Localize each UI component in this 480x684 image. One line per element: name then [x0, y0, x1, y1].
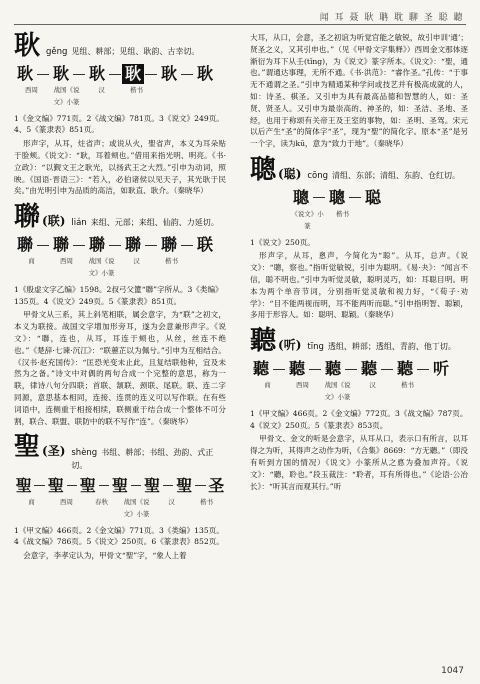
- glyph-6: 听: [432, 359, 449, 379]
- entry-head: [14, 433, 226, 472]
- glyph-2: 聖: [47, 476, 64, 496]
- pronunciation: [307, 170, 460, 183]
- glyph-3: 耿: [88, 64, 105, 84]
- simplified-form: (联): [42, 214, 66, 229]
- phonology: 见组、耕部；见组、耿韵、古幸切。: [71, 47, 200, 56]
- phonology: 来组、元部；来组、仙韵、力延切。: [90, 218, 219, 228]
- running-header: 闻 耳 聂 耿 聃 耽 聊 圣 聪 聽: [319, 13, 464, 23]
- glyph-labels: 商 西周 春秋 战国《说文》小篆 汉 楷书: [28, 497, 213, 518]
- pronunciation: [46, 46, 199, 59]
- head-character: 耿: [14, 31, 41, 61]
- references: 1《金文编》771页。2《战文编》781页。3《说文》249页。4、5《篆隶表》851页。: [14, 113, 224, 135]
- glyph-3: 聪: [364, 188, 381, 208]
- head-character: 聯: [14, 202, 41, 233]
- glyph-6: 聖: [176, 476, 193, 496]
- pronunciation: [71, 217, 218, 230]
- glyph-2: 聰: [328, 188, 345, 208]
- head-character: 聽: [250, 326, 277, 357]
- glyph-evolution: [14, 235, 226, 255]
- glyph-2: 耿: [52, 64, 69, 84]
- pronunciation: [71, 447, 226, 472]
- glyph-6: 耿: [196, 64, 213, 84]
- pinyin: gěng: [46, 47, 68, 57]
- glyph-evolution: [14, 64, 226, 84]
- simplified-form: (聪): [278, 166, 302, 181]
- glyph-3: 聽: [324, 359, 341, 379]
- entry-cong: [250, 156, 468, 321]
- glyph-1: 聽: [252, 359, 269, 379]
- glyph-1: 聯: [16, 235, 33, 255]
- glyph-evolution: [250, 359, 468, 379]
- simplified-form: (听): [278, 338, 302, 353]
- entry-ting: [250, 327, 468, 492]
- glyph-7: 圣: [208, 476, 225, 496]
- glyph-labels: 商 西周 战国《说文》小篆 汉 楷书: [28, 257, 178, 277]
- glyph-4: 聖: [112, 476, 129, 496]
- entry-geng: [14, 32, 226, 197]
- glyph-4: 聽: [360, 359, 377, 379]
- body-paragraph: 形声字，从耳，悤声，今简化为“聪”。从耳，总声。《说文》：“聰，察也。”指听觉敏锐，引申为聪明。《易·夬》：“闻言不信，聪不明也。”引申为听觉灵敏，聪明灵巧，如：耳聪目明。明本为两个单音节词，分别指听觉灵敏和视力好，“《荀子·劝学》：“目不能两视而明，耳不能两听而聪。”引申指明智、聪颖，多用于形容人。如：聪明、聪颖。（秦晓华）: [250, 251, 468, 320]
- glyph-labels: 西周 战国《说文》小篆 汉 楷书: [25, 86, 143, 106]
- glyph-3: 聯: [88, 235, 105, 255]
- glyph-labels: 商 西周 战国《说文》小篆 汉 楷书: [264, 381, 414, 401]
- body-paragraph: 形声字，从耳，炷省声；或说从火，聖省声，本义为耳朵贴于脸颊。《说文》：“耿，耳着颊也。”借用来指光明、明亮。《书·立政》：“以觐文王之耿光，以扬武王之大烈。”引申为动词，照映。《国语·晋语三》：“若入，必伯诸侯以见天子，其光耿于民矣。”由光明引申为品质的高洁，如耿直、耿介。（秦晓华）: [14, 139, 226, 196]
- phonology: 清组、东部；清组、东韵、仓红切。: [332, 170, 461, 180]
- entry-lian: [14, 203, 226, 427]
- glyph-1: 聖: [15, 476, 32, 496]
- references: 1《甲文编》466页。2《金文编》772页。3《战文编》787页。4《说文》250页。5《篆隶表》853页。: [250, 408, 468, 430]
- continued-paragraph: 大耳，从口，会意，圣之初谊为听觉官能之敏锐，故引申训‘通’；贤圣之义，又其引申也。”（见《甲骨文字集释》）西周金文那体逐渐衍为耳下从壬(tǐng)，为《说文》篆字所本。《说文》：“聖，通也。”谓通达事理，无所不通。《书·洪范》：“睿作圣。”孔传：“于事无不通谓之圣。”引申为精通某种学问或技艺并有极高成就的人，如：诗圣、棋圣。又引申为具有最高品德和智慧的人，如：圣贤、贤圣人。又引申为最崇高的、神圣的，如：圣洁、圣地、圣经，也用于称颂有关帝王及王室的事物，如：圣明、圣驾。宋元以后产生“圣”的简体字“圣”，现为“聖”的简化字。原本“圣”是另一个字，读为kū，意为“致力于地”。（秦晓华）: [250, 33, 468, 149]
- glyph-1: 耿: [16, 64, 33, 84]
- glyph-2: 聯: [52, 235, 69, 255]
- phonology: 书组、耕部；书组、劲韵、式正切。: [71, 448, 214, 471]
- glyph-evolution: [14, 476, 226, 496]
- simplified-form: (圣): [42, 444, 66, 459]
- pronunciation: [307, 341, 455, 354]
- pinyin: lián: [71, 218, 87, 229]
- right-column: [250, 30, 468, 492]
- left-column: [14, 30, 226, 562]
- glyph-6: 联: [196, 235, 213, 255]
- phonology: 透组、耕部；透组、青韵、他丁切。: [327, 342, 456, 352]
- glyph-1: 聰: [292, 188, 309, 208]
- head-character: 聖: [14, 432, 41, 463]
- pinyin: shèng: [71, 448, 98, 459]
- glyph-5: 聖: [144, 476, 161, 496]
- pinyin: cōng: [307, 170, 329, 181]
- glyph-5: 耿: [160, 64, 177, 84]
- glyph-2: 聽: [288, 359, 305, 379]
- references: 1《甲文编》466页。2《金文编》771页。3《类编》135页。4《战文编》786页。5《说文》250页。6《篆隶表》852页。: [14, 525, 224, 547]
- page-number: 1047: [441, 666, 464, 676]
- entry-head: [250, 156, 468, 184]
- body-paragraph: 甲骨文从三系，其上斜笔相联，属会意字，为“联”之初文，本义为联接。战国文字增加形旁耳，遂为会意兼形声字。《说文》：“聯，连也，从耳，耳连于颊也，从丝，丝连不绝也。”《楚辞·七谏·沉江》：“联蕙芷以为佩兮。”引申为互相结合。《汉书·赵充国传》：“匡恐羌变未止此，且复结联他种，宜及未然为之备。”诗文中对偶的两句合成一个完整的意思，称为一联，律诗八句分四联；首联、颔联、颈联、尾联。联、连二字同源，意思基本相同，连接、连贯的连义可以写作联。在有些词语中，连侧重于相接相续，联侧重于结合成一个整体不可分割，联合、联盟、联防中的联不写作“连”。（秦晓华）: [14, 310, 226, 426]
- glyph-4: 聯: [124, 235, 141, 255]
- pinyin: tīng: [307, 342, 324, 353]
- glyph-5: 聽: [396, 359, 413, 379]
- entry-head: [250, 327, 468, 355]
- header-rule: [14, 24, 466, 25]
- glyph-4: 耿: [122, 64, 144, 84]
- body-paragraph: 甲骨文、金文的听是会意字，从耳从口，表示口有所言，以耳得之为听，其得声之动作为听，《合集》8669：“方无聽。”（即没有听到方国的情况）《说文》小篆所从之悳为叠加声符。《说文》：“聽，聆也。”段玉裁注：“聆者，耳有所得也。”《论语·公冶长》：“听其言而观其行。”听: [250, 434, 468, 491]
- entry-head: [14, 203, 226, 231]
- references: 1《说文》250页。: [250, 237, 315, 247]
- entry-sheng: [14, 433, 226, 562]
- glyph-3: 聖: [79, 476, 96, 496]
- glyph-5: 聯: [160, 235, 177, 255]
- references: 1《殷虚文字乙编》1598。2叔弓父簠“聯”字所从。3《类编》135页。4《说文》249页。5《篆隶表》851页。: [14, 284, 223, 306]
- glyph-evolution: [290, 188, 468, 208]
- entry-head: [14, 32, 226, 60]
- glyph-labels: 《说文》小篆 楷书: [291, 209, 349, 230]
- head-character: 聰: [250, 154, 277, 185]
- body-paragraph: 会意字，李孝定认为，甲骨文“聖”字，“象人上着: [23, 551, 187, 561]
